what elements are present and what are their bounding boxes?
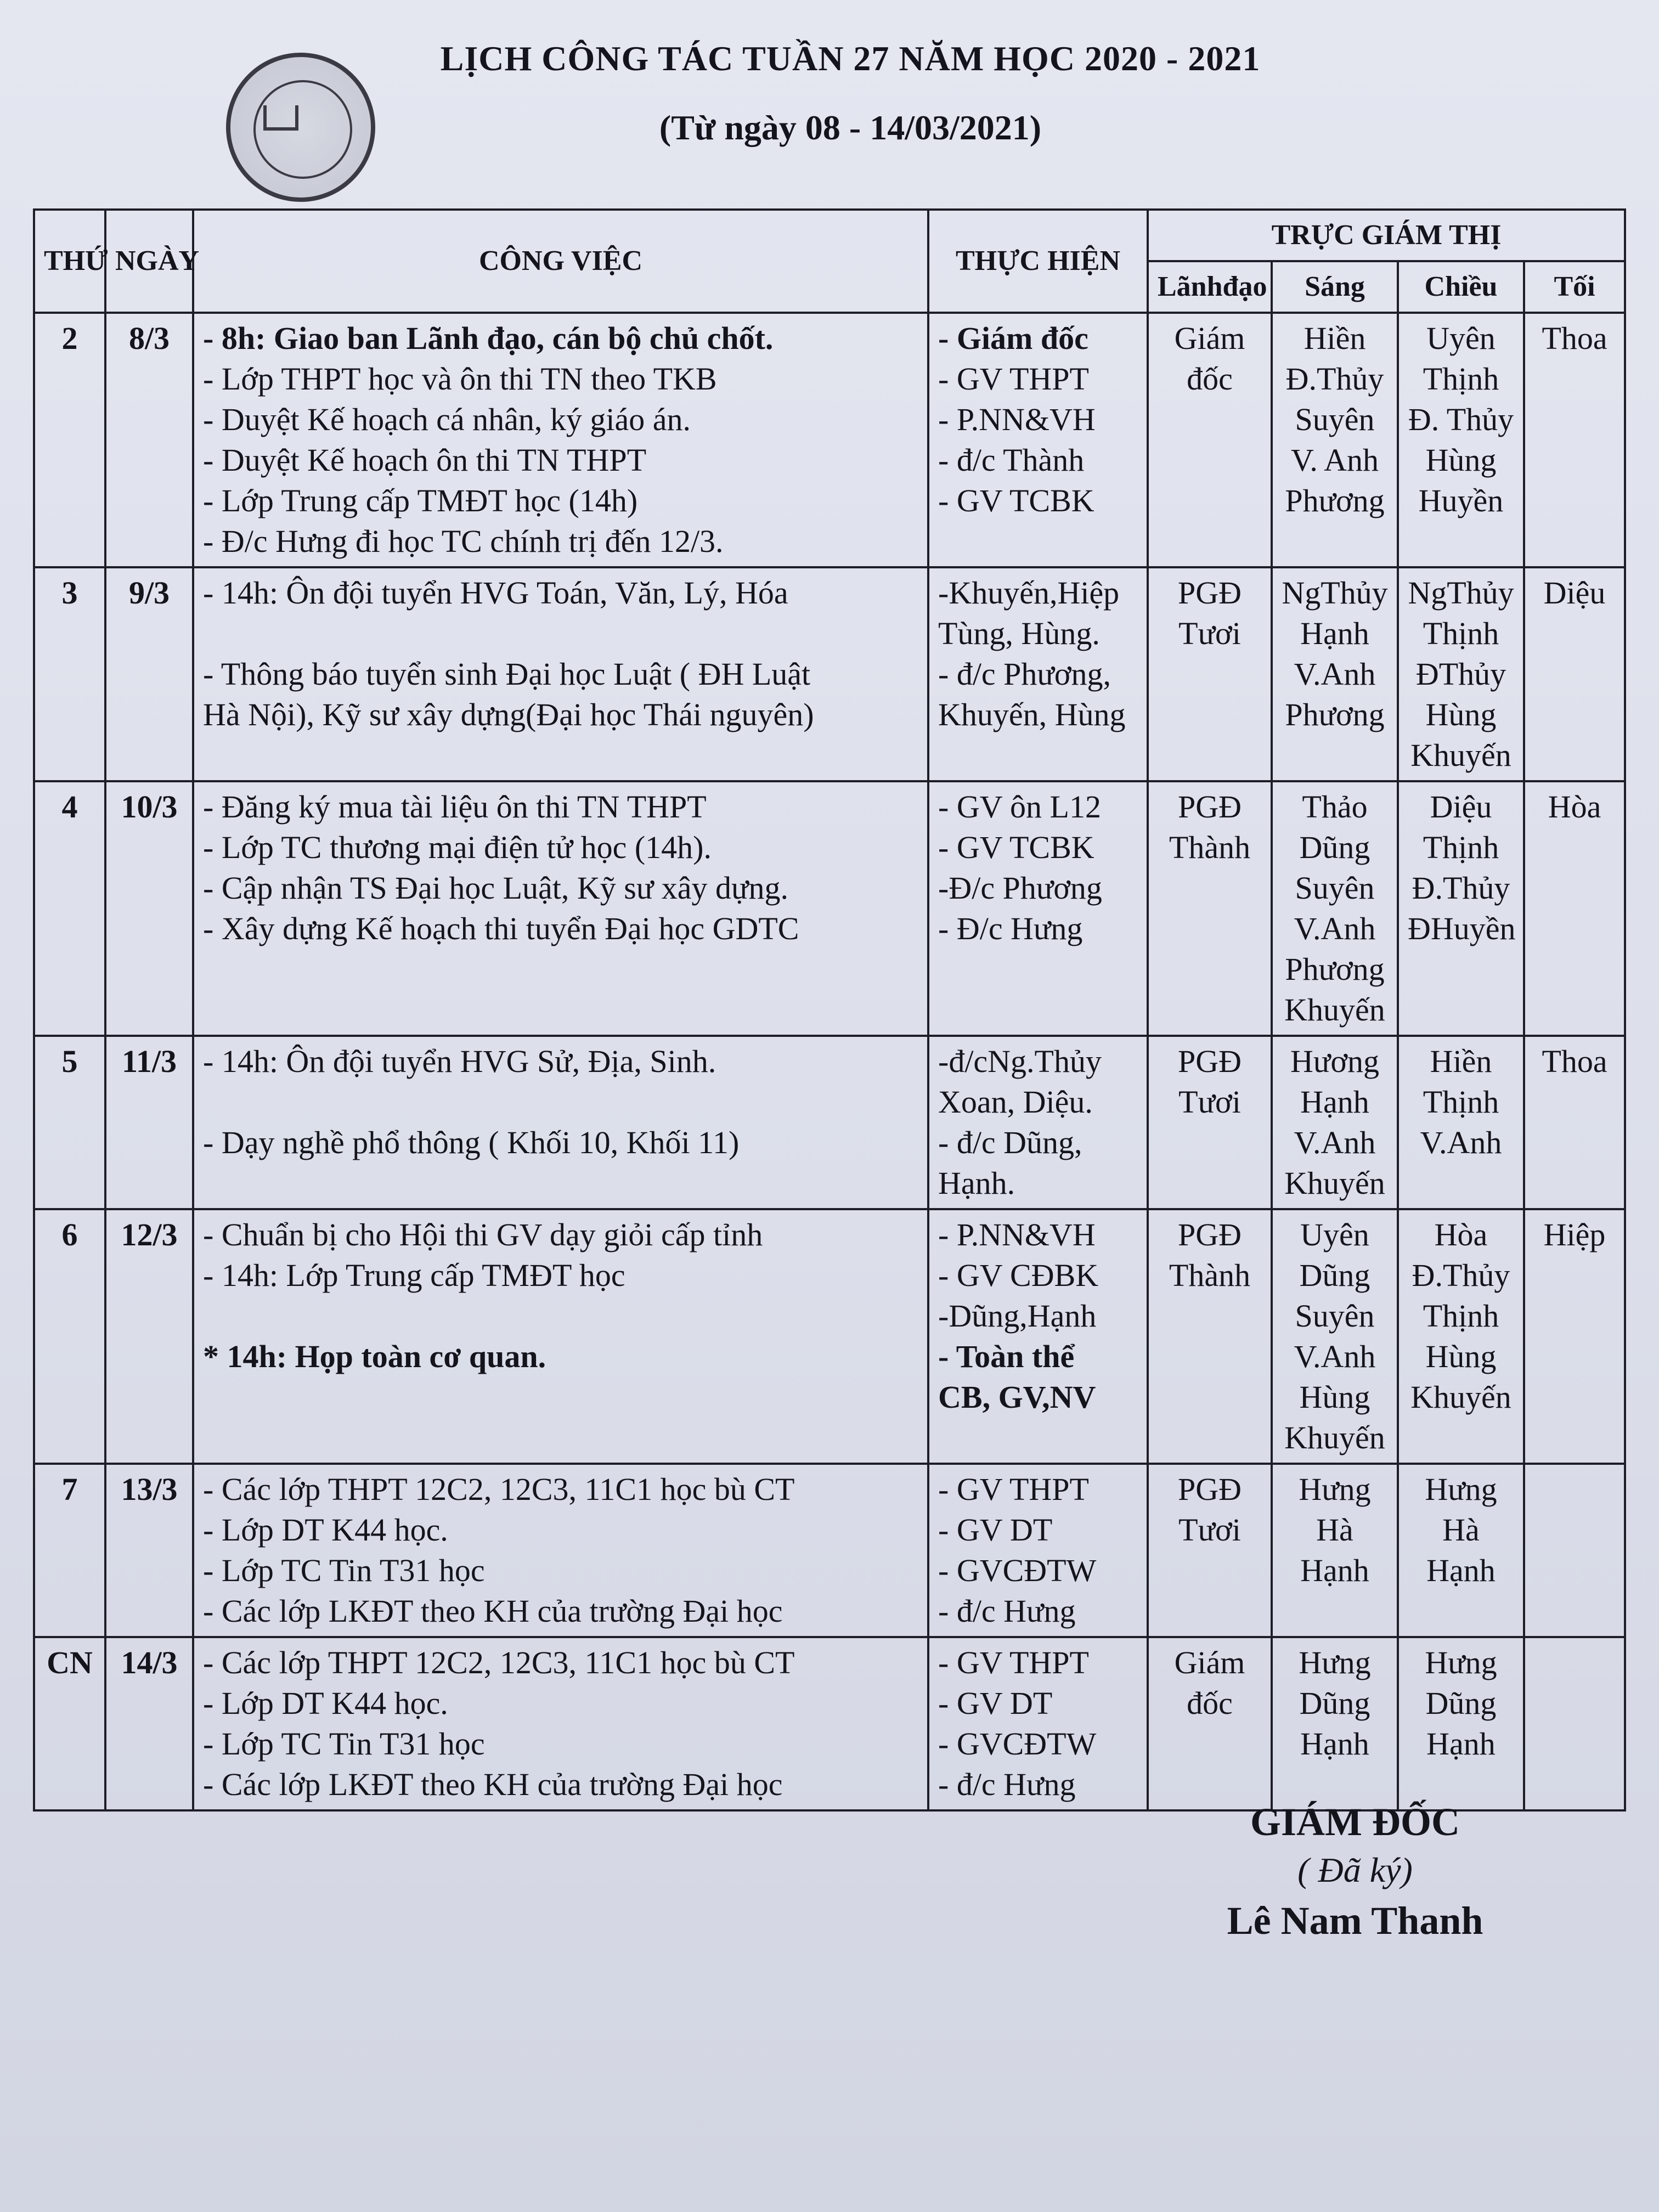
cell-toi [1524,313,1625,567]
cell-line: - 14h: Lớp Trung cấp TMĐT học [203,1257,625,1293]
cell-sang [1272,1209,1398,1464]
cell-line: Thoa [1542,1043,1607,1079]
cell-line: PGĐ [1177,1043,1242,1079]
cell-line: Thịnh [1423,1298,1499,1334]
cell-line: Uyên [1426,320,1496,356]
cell-line: Đ.Thủy [1412,870,1510,906]
cell-line: Dũng [1299,1685,1370,1721]
page-title: LỊCH CÔNG TÁC TUẦN 27 NĂM HỌC 2020 - 2021 [440,39,1261,78]
cell-sang [1272,1464,1398,1637]
cell-sang [1272,1036,1398,1209]
cell-line: V.Anh [1420,1125,1502,1160]
col-header-lanh-dao: Lãnhđạo [1148,261,1272,313]
cell-line [203,1082,918,1122]
cell-line: - Thông báo tuyển sinh Đại học Luật ( ĐH Luật [203,656,811,692]
cell-thuc-hien [928,1637,1148,1810]
cell-chieu [1398,781,1524,1036]
cell-line: -Đ/c Phương [938,870,1102,906]
cell-line: Hiền [1430,1043,1492,1079]
cell-line: Hưng [1425,1471,1497,1507]
cell-chieu [1398,1637,1524,1810]
cell-sang [1272,567,1398,781]
cell-line: - Các lớp THPT 12C2, 12C3, 11C1 học bù CT [203,1645,795,1680]
cell-line: - Duyệt Kế hoạch cá nhân, ký giáo án. [203,402,691,437]
cell-cong-viec [193,567,928,781]
cell-line: Hưng [1425,1645,1497,1680]
cell-line: - Xây dựng Kế hoạch thi tuyển Đại học GDTC [203,911,799,946]
col-header-toi: Tối [1524,261,1625,313]
cell-line: Hùng [1425,1339,1497,1374]
cell-line: - 8h: Giao ban Lãnh đạo, cán bộ chủ chốt. [203,320,774,356]
cell-toi [1524,1036,1625,1209]
table-row [34,1209,1625,1464]
signature-note: ( Đã ký) [1297,1850,1413,1889]
cell-toi [1524,1637,1625,1810]
col-header-chieu: Chiều [1398,261,1524,313]
cell-line: ĐHuyền [1408,911,1516,946]
cell-sang [1272,1637,1398,1810]
cell-line: Khuyến [1284,992,1385,1028]
signature-name: Lê Nam Thanh [1227,1899,1483,1943]
cell-line: - GV TCBK [938,483,1094,518]
cell-line: Hương [1290,1043,1379,1079]
cell-thu: 3 [34,567,105,781]
cell-thu: CN [34,1637,105,1810]
cell-ngay: 8/3 [105,313,193,567]
cell-ngay: 13/3 [105,1464,193,1637]
table-row [34,1464,1625,1637]
header-row [34,210,1625,261]
table-row [34,1036,1625,1209]
cell-line: PGĐ [1177,789,1242,825]
cell-line: Phương [1285,697,1385,732]
cell-ngay: 12/3 [105,1209,193,1464]
cell-toi [1524,1464,1625,1637]
cell-line: Hiền [1304,320,1366,356]
cell-line: Hạnh [1300,1553,1369,1588]
cell-lanh-dao [1148,1209,1272,1464]
cell-line: Hạnh [1300,616,1369,651]
cell-thuc-hien [928,1036,1148,1209]
cell-line: Khuyến [1284,1165,1385,1201]
cell-line: - GV DT [938,1512,1053,1548]
col-header-ngay: NGÀY [105,210,193,313]
cell-line: V. Anh [1290,442,1379,478]
cell-line: Đ. Thủy [1408,402,1514,437]
cell-line: - P.NN&VH [938,402,1096,437]
cell-line: - Cập nhận TS Đại học Luật, Kỹ sư xây dựng. [203,870,788,906]
cell-chieu [1398,1464,1524,1637]
cell-line: - Đ/c Hưng đi học TC chính trị đến 12/3. [203,523,724,559]
cell-line: Hà [1316,1512,1353,1548]
cell-lanh-dao [1148,313,1272,567]
cell-lanh-dao [1148,1637,1272,1810]
cell-line: ĐThủy [1415,656,1506,692]
cell-line: Khuyến, Hùng [938,697,1126,732]
cell-line: - Lớp DT K44 học. [203,1685,448,1721]
cell-line: V.Anh [1294,1125,1376,1160]
signature-title: GIÁM ĐỐC [1250,1800,1460,1844]
cell-cong-viec [193,313,928,567]
cell-line: Hòa [1434,1217,1488,1252]
cell-line: - Lớp THPT học và ôn thi TN theo TKB [203,361,717,397]
cell-line: - GVCĐTW [938,1726,1097,1762]
cell-ngay: 14/3 [105,1637,193,1810]
cell-line: Phương [1285,483,1385,518]
cell-line: -Dũng,Hạnh [938,1298,1097,1334]
cell-line: Khuyến [1410,1379,1511,1415]
cell-line: - 14h: Ôn đội tuyển HVG Toán, Văn, Lý, Hóa [203,575,788,611]
cell-cong-viec [193,781,928,1036]
cell-thu: 4 [34,781,105,1036]
cell-line: V.Anh [1294,656,1376,692]
cell-line: Thịnh [1423,830,1499,865]
cell-line: Hùng [1425,697,1497,732]
cell-line: Hạnh [1300,1726,1369,1762]
cell-toi [1524,567,1625,781]
cell-line: Suyên [1295,870,1375,906]
cell-line: Đ.Thủy [1285,361,1384,397]
cell-line: Hưng [1299,1471,1371,1507]
cell-line: - đ/c Dũng, [938,1125,1082,1160]
col-header-sang: Sáng [1272,261,1398,313]
cell-lanh-dao [1148,781,1272,1036]
cell-line: Phương [1285,951,1385,987]
cell-line: - đ/c Hưng [938,1767,1076,1802]
cell-line: - Lớp DT K44 học. [203,1512,448,1548]
cell-line: Hiệp [1543,1217,1606,1252]
cell-line [203,1296,918,1336]
cell-line: Hưng [1299,1645,1371,1680]
cell-line: - Dạy nghề phổ thông ( Khối 10, Khối 11) [203,1125,740,1160]
cell-line: Thịnh [1423,1084,1499,1120]
col-header-truc-giam-thi: TRỰC GIÁM THỊ [1148,210,1625,261]
cell-line: - Duyệt Kế hoạch ôn thi TN THPT [203,442,647,478]
cell-line: Thoa [1542,320,1607,356]
page-subtitle: (Từ ngày 08 - 14/03/2021) [659,108,1042,147]
cell-thu: 6 [34,1209,105,1464]
cell-line: - GV THPT [938,1471,1089,1507]
cell-line: Diệu [1430,789,1492,825]
cell-ngay: 10/3 [105,781,193,1036]
cell-chieu [1398,1209,1524,1464]
cell-line: Thảo [1302,789,1368,825]
cell-line: PGĐ [1177,1471,1242,1507]
cell-line [203,613,918,654]
cell-line: Hạnh [1426,1553,1496,1588]
cell-line: Dũng [1425,1685,1497,1721]
cell-line: - Giám đốc [938,320,1088,356]
cell-line: Đ.Thủy [1412,1257,1510,1293]
col-header-thu: THỨ [34,210,105,313]
cell-line: Hạnh. [938,1165,1015,1201]
cell-thu: 2 [34,313,105,567]
cell-line: Hòa [1548,789,1601,825]
cell-cong-viec [193,1209,928,1464]
cell-sang [1272,313,1398,567]
cell-chieu [1398,567,1524,781]
cell-line: Huyền [1418,483,1504,518]
cell-lanh-dao [1148,1036,1272,1209]
cell-line: - GV DT [938,1685,1053,1721]
cell-line: - GVCĐTW [938,1553,1097,1588]
cell-toi [1524,781,1625,1036]
cell-line: Tươi [1178,1512,1241,1548]
cell-sang [1272,781,1398,1036]
cell-line: Giám [1174,320,1245,356]
cell-line: -đ/cNg.Thủy [938,1043,1102,1079]
cell-line: Khuyến [1284,1420,1385,1455]
cell-ngay: 11/3 [105,1036,193,1209]
cell-line: Giám [1174,1645,1245,1680]
cell-line: PGĐ [1177,575,1242,611]
cell-line: - P.NN&VH [938,1217,1096,1252]
cell-line: NgThủy [1282,575,1388,611]
cell-line: đốc [1187,1685,1233,1721]
cell-line: -Khuyến,Hiệp [938,575,1120,611]
cell-line: - 14h: Ôn đội tuyển HVG Sử, Địa, Sinh. [203,1043,716,1079]
cell-line: - đ/c Thành [938,442,1085,478]
cell-line: - Lớp TC Tin T31 học [203,1726,485,1762]
table-row [34,313,1625,567]
cell-line: V.Anh [1294,911,1376,946]
cell-line: đốc [1187,361,1233,397]
cell-line: - GV ôn L12 [938,789,1101,825]
cell-line: - đ/c Phương, [938,656,1111,692]
cell-line: Tươi [1178,616,1241,651]
cell-line: - GV THPT [938,1645,1089,1680]
cell-line: Dũng [1299,830,1370,865]
cell-chieu [1398,1036,1524,1209]
cell-line: Hùng [1425,442,1497,478]
cell-line: Suyên [1295,1298,1375,1334]
cell-line: NgThủy [1408,575,1514,611]
cell-thuc-hien [928,567,1148,781]
cell-line: - Các lớp LKĐT theo KH của trường Đại học [203,1767,783,1802]
cell-line: Thịnh [1423,616,1499,651]
cell-line: V.Anh [1294,1339,1376,1374]
cell-lanh-dao [1148,567,1272,781]
cell-line: - Đăng ký mua tài liệu ôn thi TN THPT [203,789,707,825]
cell-ngay: 9/3 [105,567,193,781]
cell-line: Hạnh [1426,1726,1496,1762]
cell-line: Hùng [1299,1379,1370,1415]
cell-line: - Các lớp THPT 12C2, 12C3, 11C1 học bù CT [203,1471,795,1507]
cell-thuc-hien [928,1209,1148,1464]
cell-line: Hà [1442,1512,1480,1548]
col-header-cong-viec: CÔNG VIỆC [193,210,928,313]
cell-line: - Đ/c Hưng [938,911,1083,946]
cell-line: PGĐ [1177,1217,1242,1252]
cell-line: Dũng [1299,1257,1370,1293]
schedule-body [34,313,1625,1810]
cell-line: Tươi [1178,1084,1241,1120]
table-row [34,781,1625,1036]
cell-line: - GV CĐBK [938,1257,1099,1293]
cell-thu: 7 [34,1464,105,1637]
cell-thuc-hien [928,1464,1148,1637]
cell-chieu [1398,313,1524,567]
cell-line: Tùng, Hùng. [938,616,1100,651]
cell-line: Thành [1169,1257,1251,1293]
cell-line: Khuyến [1410,737,1511,773]
cell-line: - GV TCBK [938,830,1094,865]
cell-line: Hạnh [1300,1084,1369,1120]
cell-line: - Lớp Trung cấp TMĐT học (14h) [203,483,638,518]
cell-line: CB, GV,NV [938,1379,1096,1415]
cell-line: Thịnh [1423,361,1499,397]
cell-cong-viec [193,1637,928,1810]
cell-cong-viec [193,1036,928,1209]
cell-line: Diệu [1543,575,1606,611]
cell-toi [1524,1209,1625,1464]
cell-cong-viec [193,1464,928,1637]
cell-line: Xoan, Diệu. [938,1084,1093,1120]
table-row [34,567,1625,781]
cell-line: - Lớp TC thương mại điện tử học (14h). [203,830,712,865]
table-row [34,1637,1625,1810]
col-header-thuc-hien: THỰC HIỆN [928,210,1148,313]
cell-line: - đ/c Hưng [938,1593,1076,1629]
cell-line: - Lớp TC Tin T31 học [203,1553,485,1588]
cell-line: - GV THPT [938,361,1089,397]
cell-thu: 5 [34,1036,105,1209]
cell-line: Thành [1169,830,1251,865]
cell-thuc-hien [928,313,1148,567]
schedule-table [33,208,1626,1812]
cell-thuc-hien [928,781,1148,1036]
cell-line: Suyên [1295,402,1375,437]
cell-lanh-dao [1148,1464,1272,1637]
cell-line: - Chuẩn bị cho Hội thi GV dạy giỏi cấp tỉnh [203,1217,763,1252]
cell-line: Uyên [1300,1217,1369,1252]
cell-line: Hà Nội), Kỹ sư xây dựng(Đại học Thái nguyên) [203,697,814,732]
cell-line: - Toàn thể [938,1339,1075,1374]
school-seal-icon [226,53,375,202]
cell-line: * 14h: Họp toàn cơ quan. [203,1339,546,1374]
cell-line: - Các lớp LKĐT theo KH của trường Đại học [203,1593,783,1629]
